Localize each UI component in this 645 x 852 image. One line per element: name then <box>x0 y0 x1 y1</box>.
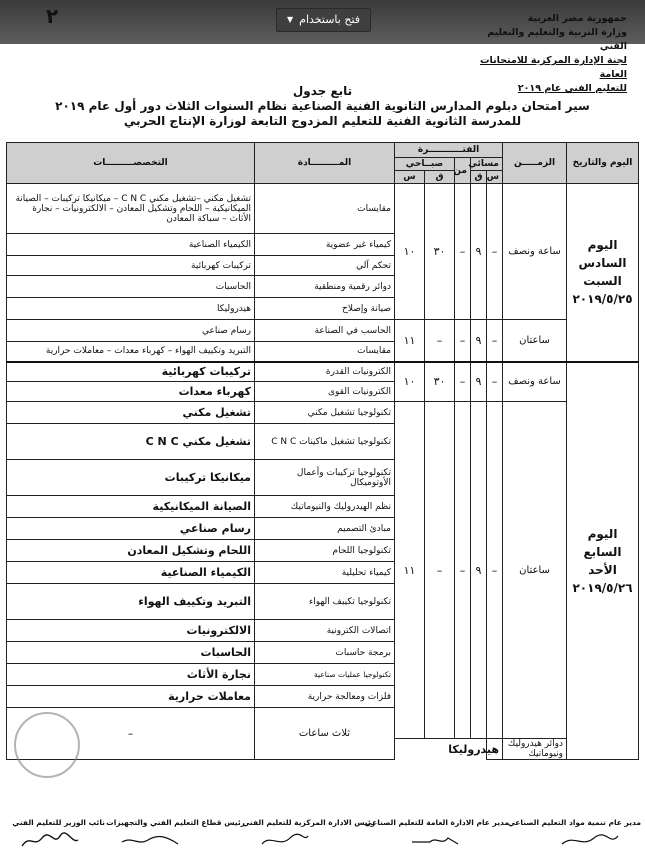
subject-cell: تحكم آلي <box>255 256 395 276</box>
cell-from-h: ٩ <box>471 402 487 739</box>
specs-cell: كهرباء معدات <box>7 382 255 402</box>
day-name: اليوم السابع <box>583 526 622 559</box>
subject-cell: تكنولوجيا تكييف الهواء <box>255 584 395 620</box>
subject-cell: كيمياء تحليلية <box>255 562 395 584</box>
header-period-sub1: مسائي <box>471 158 503 171</box>
title-line-2: سير امتحان دبلوم المدارس الثانوية الفنية الصناعية نظام السنوات الثلاث دور أول عام ٢٠١٩ <box>55 99 590 113</box>
specs-cell: التبريد وتكييف الهواء – كهرباء معدات – معاملات حرارية <box>7 342 255 362</box>
signer-title: مدير عام تنمية مواد التعليم الصناعي <box>507 818 641 827</box>
day-name: اليوم السادس <box>578 238 627 271</box>
exam-schedule-table <box>6 142 639 760</box>
specs-cell: الحاسبات <box>7 276 255 298</box>
signature <box>560 832 620 850</box>
specs-cell: تركيبات كهربائية <box>7 256 255 276</box>
subject-cell: برمجة حاسبات <box>255 642 395 664</box>
ministry-line: وزارة التربية والتعليم والتعليم الفني <box>487 27 627 52</box>
specs-cell: الصيانة الميكانيكية <box>7 496 255 518</box>
specs-cell: الكيمياء الصناعية <box>7 234 255 256</box>
ministry-line: للتعليم الفني عام ٢٠١٩ <box>517 83 627 94</box>
subject-cell: اتصالات الكترونية <box>255 620 395 642</box>
subject-cell: الحاسب في الصناعة <box>255 320 395 342</box>
cell-to-h: ١١ <box>395 320 425 362</box>
chevron-down-icon: ▼ <box>287 15 294 24</box>
specs-cell: التبريد وتكييف الهواء <box>7 584 255 620</box>
header-specs: التخصصـــــــــات <box>7 143 255 184</box>
subject-cell: تكنولوجيا تركيبات وأعمال الأوتوميكال <box>255 460 395 496</box>
subject-cell: فلزات ومعالجة حرارية <box>255 686 395 708</box>
header-m: ق <box>425 171 455 184</box>
cell-dash: – <box>425 320 455 362</box>
subject-cell: كيمياء غير عضوية <box>255 234 395 256</box>
specs-cell: رسام صناعي <box>7 518 255 540</box>
seal-stamp <box>14 712 80 778</box>
signer-title: مدير عام الادارة العامة للتعليم الصناعي <box>364 818 509 827</box>
specs-cell: اللحام وتشكيل المعادن <box>7 540 255 562</box>
subject-cell: تكنولوجيا اللحام <box>255 540 395 562</box>
table-row <box>7 320 639 342</box>
cell-dash: – <box>7 708 255 760</box>
cell-to-h: ١٠ <box>395 362 425 402</box>
header-h: س <box>487 171 503 184</box>
cell-dash: – <box>487 402 503 739</box>
signature <box>410 832 460 850</box>
cell-dash: – <box>455 184 471 320</box>
specs-cell: ميكانيكا تركيبات <box>7 460 255 496</box>
cell-dash: – <box>425 402 455 739</box>
cell-from-h: ٩ <box>471 320 487 362</box>
subject-cell: الكترونيات القدرة <box>255 362 395 382</box>
header-time: الزمـــــن <box>503 143 567 184</box>
title-line-1: تابع جدول <box>292 84 353 98</box>
cell-dash: – <box>487 184 503 320</box>
header-day: اليوم والتاريخ <box>567 143 639 184</box>
cell-from-h: ٩ <box>471 362 487 402</box>
header-from: من <box>455 158 471 184</box>
subject-cell: صيانة وإصلاح <box>255 298 395 320</box>
table-row <box>7 184 639 234</box>
duration-cell: ساعتان <box>503 402 567 739</box>
cell-to-m: ٣٠ <box>425 362 455 402</box>
specs-cell: هيدروليكا <box>487 739 503 760</box>
specs-cell: هيدروليكا <box>7 298 255 320</box>
title-line-3: للمدرسة الثانوية الفنية للتعليم المزدوج التابعة لوزارة الإنتاج الحربي <box>123 114 522 128</box>
subject-cell: تكنولوجيا عمليات صناعية <box>255 664 395 686</box>
day-cell <box>567 362 639 760</box>
cell-to-h: ١٠ <box>395 184 425 320</box>
subject-cell: دوائر رقمية ومنطقية <box>255 276 395 298</box>
open-with-label: فتح باستخدام <box>299 13 361 26</box>
day-cell <box>567 184 639 362</box>
signature <box>260 832 310 850</box>
specs-cell: نجارة الأثاث <box>7 664 255 686</box>
signer-title: نائب الوزير للتعليم الفني <box>12 818 105 827</box>
specs-cell: تركيبات كهربائية <box>7 362 255 382</box>
specs-cell: الكيمياء الصناعية <box>7 562 255 584</box>
header-h: س <box>395 171 425 184</box>
cell-dash: – <box>455 320 471 362</box>
specs-cell: الحاسبات <box>7 642 255 664</box>
cell-dash: – <box>487 362 503 402</box>
open-with-button[interactable] <box>276 8 371 32</box>
subject-cell: نظم الهيدروليك والنيوماتيك <box>255 496 395 518</box>
specs-cell: الالكترونيات <box>7 620 255 642</box>
duration-cell: ساعتان <box>503 320 567 362</box>
day-date: ٢٠١٩/٥/٢٦ <box>572 580 633 595</box>
day-weekday: السبت <box>583 274 622 289</box>
signer-title: رئيس قطاع التعليم الفني والتجهيزات <box>106 818 245 827</box>
subject-cell: الكترونيات القوى <box>255 382 395 402</box>
subject-cell: مقايسات <box>255 184 395 234</box>
header-subject: المـــــــــادة <box>255 143 395 184</box>
subject-cell: تكنولوجيا تشغيل ماكينات C N C <box>255 424 395 460</box>
signer-title: رئيس الادارة المركزية للتعليم الفني <box>242 818 375 827</box>
specs-cell: تشغيل مكني –تشغيل مكني C N C – ميكانيكا تركيبات – الصيانة الميكانيكية – اللحام وتشكيل المعادن – الالكترونيات – نجارة الأثاث – سباكة المعادن <box>7 184 255 234</box>
document-titles <box>0 84 645 129</box>
duration-cell: ثلاث ساعات <box>255 708 395 760</box>
day-date: ٢٠١٩/٥/٢٥ <box>572 292 633 307</box>
subject-cell: دوائر هيدروليك ونيوماتيك <box>503 739 567 760</box>
duration-cell: ساعة ونصف <box>503 362 567 402</box>
cell-dash: – <box>455 362 471 402</box>
subject-cell: تكنولوجيا تشغيل مكني <box>255 402 395 424</box>
cell-dash: – <box>487 320 503 362</box>
specs-cell: تشغيل مكني <box>7 402 255 424</box>
specs-cell: معاملات حرارية <box>7 686 255 708</box>
cell-from-h: ٩ <box>471 184 487 320</box>
page-number: ٢ <box>46 4 59 28</box>
table-row <box>7 362 639 382</box>
cell-to-h: ١١ <box>395 402 425 739</box>
header-period: الفتـــــــــــرة <box>395 143 503 158</box>
specs-cell: رسام صناعي <box>7 320 255 342</box>
header-m: ق <box>471 171 487 184</box>
table-row <box>7 402 639 424</box>
duration-cell: ساعة ونصف <box>503 184 567 320</box>
ministry-line: جمهورية مصر العربية <box>527 13 627 24</box>
ministry-line: لجنة الإدارة المركزية للامتحانات العامة <box>479 55 627 80</box>
signature <box>120 832 180 850</box>
signature <box>20 832 80 850</box>
header-period-sub2: صبــاحي <box>395 158 455 171</box>
cell-dash: – <box>455 402 471 739</box>
subject-cell: مقايسات <box>255 342 395 362</box>
subject-cell: مبادئ التصميم <box>255 518 395 540</box>
specs-cell: تشغيل مكني C N C <box>7 424 255 460</box>
cell-to-m: ٣٠ <box>425 184 455 320</box>
day-weekday: الأحد <box>588 562 617 577</box>
